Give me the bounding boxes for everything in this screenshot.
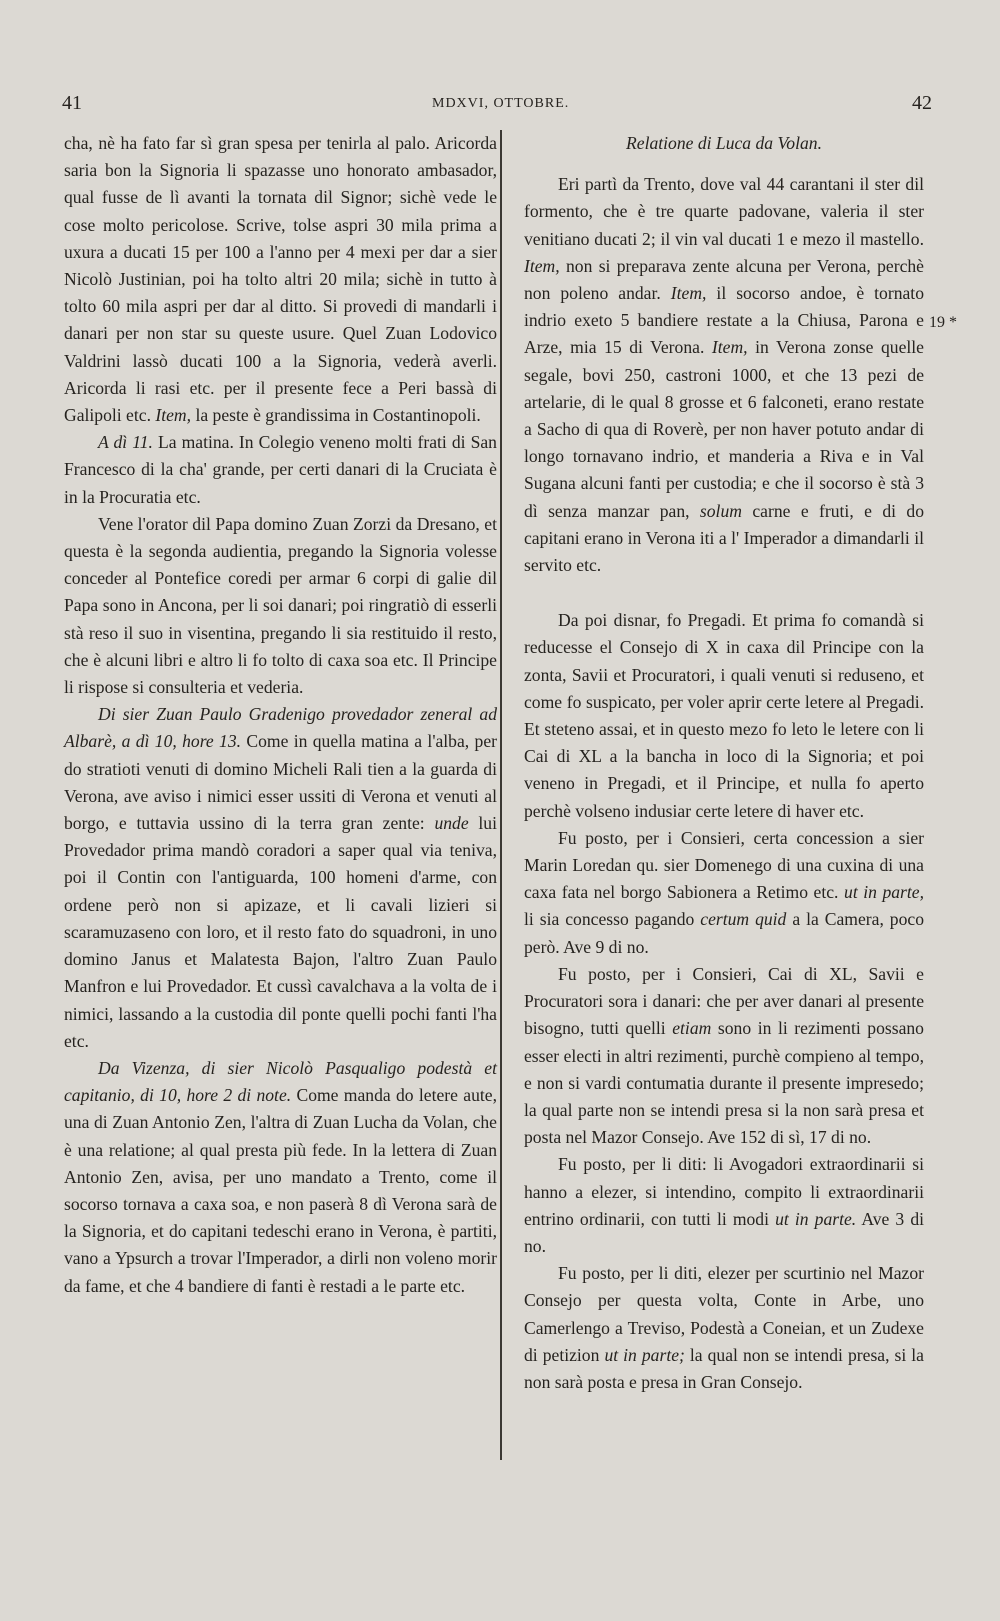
italic-text: A dì 11.: [98, 432, 153, 453]
body-text: Fu posto, per li diti, elezer per scurtinio nel Mazor Consejo per questa volta, Conte in Arbe, uno Camerlengo a Treviso, Podestà a Coneian, et un Zudexe di petizion: [524, 1263, 924, 1365]
italic-text: Item,: [524, 255, 560, 276]
page-header: [62, 92, 932, 122]
body-text: li sia concesso pagando: [524, 909, 701, 930]
italic-text: Item,: [155, 405, 192, 426]
body-text: in Verona zonse quelle segale, bovi 250, castroni 1000, et che 13 pezi de artelarie, di le qual 8 grosse et 6 falconeti, erano restate a Sacho di qua di Roverè, per non haver potuto andar di longo tornavano indrio, et manderia a Riva e in Val Sugana alcuni fanti per custodia; e che il socorso è stà 3 dì senza manzar pan,: [524, 337, 924, 521]
right-column: [524, 130, 924, 1396]
body-text: Come manda do letere aute, una di Zuan Antonio Zen, l'altra di Zuan Lucha da Volan, che è una relatione; al qual presta più fede. In la lettera di Zuan Antonio Zen, avisa, per uno mandato a Trento, come il socorso tornava a caxa soa, e non paserà 8 dì Verona sarà de la Signoria, et do capitani tedeschi erano in Verona, è partiti, vano a Ypsurch a trovar l'Imperador, a dirli non voleno morir da fame, et che 4 bandiere di fanti è restadi a le parte etc.: [64, 1085, 497, 1296]
paragraph: [64, 1055, 497, 1300]
italic-text: Item,: [711, 337, 748, 358]
italic-text: Da Vizenza, di sier Nicolò Pasqualigo podestà et capitanio, di 10, hore 2 di note.: [64, 1057, 497, 1106]
italic-text: ut in parte,: [844, 882, 925, 903]
italic-text: Item,: [670, 283, 707, 304]
paragraph-gap: [524, 579, 924, 607]
margin-note: 19 *: [929, 314, 957, 331]
paragraph: [524, 171, 924, 579]
paragraph: [524, 1260, 924, 1396]
section-title: Relatione di Luca da Volan.: [626, 133, 822, 153]
italic-text: ut in parte;: [604, 1344, 685, 1365]
body-text: La matina. In Colegio veneno molti frati di San Francesco di la cha' grande, per certi danari di la Cruciata è in la Procuratia etc.: [64, 432, 497, 507]
page-number-left: 41: [62, 92, 82, 114]
body-text: carne e fruti, e di do capitani erano in Verona iti a l' Imperador a dimandarli il servito etc.: [524, 500, 924, 576]
body-text: Vene l'orator dil Papa domino Zuan Zorzi da Dresano, et questa è la segonda audientia, pregando la Signoria volesse conceder al Pontefice coredi per armar 6 corpi di galie dil Papa sono in Ancona, per li soi danari; poi ringratiò di esserli stà reso il suo in visentina, pregando li sia restituido il resto, che è alcuni libri e altro li fo tolto di caxa soa etc. Il Principe li rispose si consulteria et vederia.: [64, 513, 497, 698]
body-text: Ave 3 di no.: [524, 1208, 925, 1256]
paragraph: [64, 130, 497, 429]
paragraph: [524, 1151, 924, 1260]
running-title: MDXVI, OTTOBRE.: [432, 96, 570, 111]
page-number-right: 42: [912, 92, 932, 114]
body-text: a la Camera, poco però. Ave 9 di no.: [524, 909, 924, 957]
body-text: Fu posto, per i Consieri, certa concession a sier Marin Loredan qu. sier Domenego di una cuxina di una caxa fata nel borgo Sabionera a Retimo etc.: [524, 827, 924, 903]
body-text: la peste è grandissima in Costantinopoli.: [191, 405, 481, 426]
paragraph: [524, 825, 924, 961]
left-column: [64, 130, 497, 1300]
italic-text: ut in parte.: [775, 1208, 857, 1229]
italic-text: unde: [434, 813, 469, 834]
italic-text: solum: [699, 500, 742, 521]
italic-text: Di sier Zuan Paulo Gradenigo provedador zeneral ad Albarè, a dì 10, hore 13.: [64, 704, 497, 752]
body-text: Fu posto, per li diti: li Avogadori extraordinarii si hanno a elezer, si intendino, compito li extraordinarii entrino ordinarii, con tutti li modi: [524, 1154, 924, 1229]
column-divider: [500, 130, 502, 1460]
paragraph: [524, 607, 924, 825]
paragraph: [64, 701, 497, 1055]
body-text: Eri partì da Trento, dove val 44 carantani il ster dil formento, che è tre quarte padovane, valeria il ster venitiano ducati 2; il vin val ducati 1 e mezo il mastello.: [524, 174, 924, 249]
body-text: cha, nè ha fato far sì gran spesa per tenirla al palo. Aricorda saria bon la Signoria li spazasse uno honorato ambasador, qual fusse de lì avanti la tornata dil Signor; sichè vede le cose molto pericolose. Scrive, tolse aspri 30 mila prima a uxura a ducati 15 per 100 a l'anno per 4 mexi per dar a sier Nicolò Justinian, poi ha tolto altri 20 mila; sichè in tutto à tolto 60 mila aspri per dar al ditto. Si provedi di mandarli i danari per non star su queste usure. Quel Zuan Lodovico Valdrini lassò ducati 100 a la Signoria, vederà averli. Aricorda li rasi etc. per il presente fece a Peri bassà di Galipoli etc.: [64, 133, 497, 426]
body-text: la qual non se intendi presa, si la non sarà posta e presa in Gran Consejo.: [524, 1344, 924, 1392]
body-text: Fu posto, per i Consieri, Cai di XL, Savii e Procuratori sora i danari: che per aver danari al presente bisogno, tutti quelli: [524, 963, 924, 1039]
italic-text: etiam: [672, 1018, 712, 1039]
body-text: Da poi disnar, fo Pregadi. Et prima fo comandà si reducesse el Consejo di X in caxa dil Principe con la zonta, Savii et Procuratori, i quali venuti si reduseno, et come fo suspicato, per voler aprir certe letere al Pregadi. Et steteno assai, et in questo mezo fo leto le letere con li Cai di XL a la bancha in loco di la Signoria; et poi veneno in Pregadi, et il Principe, et nulla fo aperto perchè volseno indusiar certe letere di haver etc.: [524, 610, 924, 821]
body-text: il socorso andoe, è tornato indrio exeto 5 bandiere restate a la Chiusa, Parona e Arze, mia 15 di Verona.: [524, 283, 924, 358]
paragraph: [524, 961, 924, 1151]
italic-text: certum quid: [700, 909, 787, 930]
paragraph: [64, 429, 497, 511]
body-text: Come in quella matina a l'alba, per do stratioti venuti di domino Micheli Rali tien a la guarda di Verona, ave aviso i nimici esser ussiti di Verona et venuti al borgo, e tuttavia ussino di la terra gran zente:: [64, 731, 497, 834]
body-text: sono in li rezimenti possano esser electi in altri rezimenti, purchè compieno al tempo, e non si vardi contumatia durante il presente impresedo; la qual parte non se intendi presa si la non sarà presa et posta nel Mazor Consejo. Ave 152 di sì, 17 di no.: [524, 1018, 924, 1148]
body-text: non si preparava zente alcuna per Verona, perchè non poleno andar.: [524, 255, 924, 304]
paragraph: [64, 511, 497, 701]
body-text: lui Provedador prima mandò coradori a saper qual via teniva, poi il Contin con l'antiguarda, 100 homeni d'arme, con ordene però non si apizaze, et li cavali lizieri si scaramuzaseno con loro, et il resto fato do squadroni, in uno domino Janus et Malatesta Bajon, l'altro Zuan Paulo Manfron e lui Provedador. Et cussì cavalchava a la volta de i nimici, lassando a la custodia dil ponte quelli pochi fanti l'ha etc.: [64, 813, 497, 1051]
